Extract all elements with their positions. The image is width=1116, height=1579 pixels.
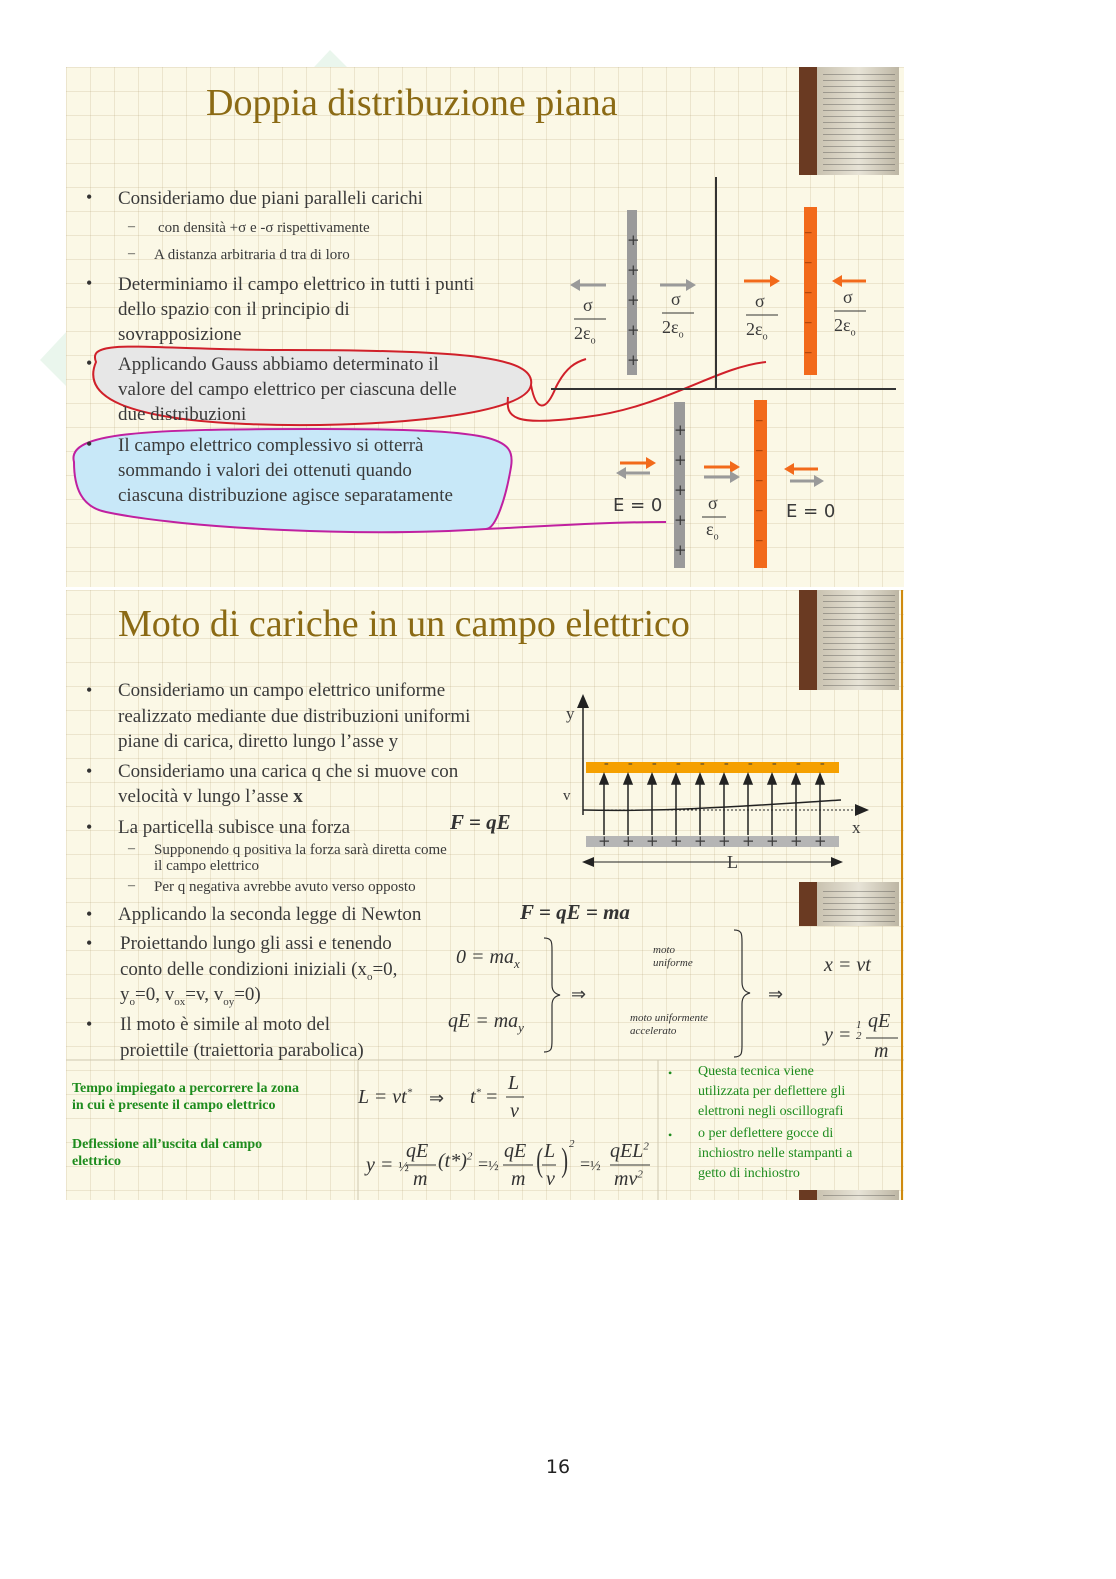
green-note-deflection: Deflessione all’uscita dal campo elettrico bbox=[72, 1137, 263, 1169]
qEL2-numerator: qEL$^2$ bbox=[610, 1140, 649, 1162]
bullet-text: Il moto è simile al moto del bbox=[120, 1014, 331, 1035]
bullet-text: Determiniamo il campo elettrico in tutti i punti bbox=[118, 274, 475, 295]
length-label: L bbox=[727, 852, 738, 872]
bullet-text: valore del campo elettrico per ciascuna delle bbox=[118, 379, 457, 400]
bullet-dot: • bbox=[86, 680, 93, 700]
implies-arrow: ⇒ bbox=[571, 984, 587, 1004]
dash-mark: – bbox=[128, 246, 135, 261]
slide-moto-cariche: Moto di cariche in un campo elettrico y v x - - - - - - - - - - + + + + + + + + + + L • Consideriamo un campo elettrico uniforme realizzato mediante due distribuzioni uniformi piane di carica, diretto lungo l’asse y • Consideriamo una carica q che si muove con velocità v lungo l’asse x • La particella subisce una forza F = qE – Supponendo q positiva la forza sarà diretta come il campo elettrico – Per q negativa avrebbe avuto verso opposto • Applicando la seconda legge di Newton F = qE = ma • Proiettando lungo gli assi e tenendo conto delle condizioni iniziali ($x_o=0$, $y_o=0$, $v_{ox}=v$, $v_{oy}=0$) • Il moto è simile al moto del proiettile (traiettoria parabolica) $0 = ma_x$ qE = $ma_y$ ⇒ moto uniforme moto uniformente accelerato ⇒ x = vt y = 1 2 qE m Tempo impiegato a percorrere la zona in cui è presente il campo elettrico Deflessione all’uscita dal campo elettrico L = vt* ⇒ t* = L v y = ½ qE m $(t*)^2$ =½ qE m ( L v ) 2 =½ qEL$^2$ $mv^2$ • Questa tecnica viene utilizzata per deflettere gli elettroni negli oscillografi • o per deflettere gocce di inchiostro nelle stampanti a getto di inchiostro bbox=[66, 590, 904, 1200]
equation-y: qE = $ma_y$ bbox=[448, 1010, 524, 1035]
v-denominator: v bbox=[546, 1168, 555, 1190]
force-equation: F = qE bbox=[450, 810, 511, 834]
bullet-text: Applicando la seconda legge di Newton bbox=[118, 904, 422, 925]
bullet-text: Consideriamo due piani paralleli carichi bbox=[118, 188, 423, 209]
page-number: 16 bbox=[545, 1456, 571, 1478]
slide-doppia-distribuzione bbox=[66, 67, 904, 587]
motion-label-uniform: moto uniforme bbox=[653, 944, 693, 969]
equals: =½ bbox=[478, 1154, 499, 1174]
bullet-text: due distribuzioni bbox=[118, 404, 247, 425]
m-denominator: m bbox=[413, 1168, 428, 1190]
mv2-denominator: $mv^2$ bbox=[614, 1168, 643, 1190]
bullet-text: ciascuna distribuzione agisce separatamente bbox=[118, 485, 453, 506]
implies-arrow: ⇒ bbox=[768, 984, 784, 1004]
slide-title: Moto di cariche in un campo elettrico bbox=[118, 603, 690, 645]
bullet-dot: • bbox=[86, 761, 93, 781]
bullet-text: proiettile (traiettoria parabolica) bbox=[120, 1040, 364, 1061]
bullet-dot: • bbox=[86, 904, 93, 924]
bullet-text: sommando i valori dei ottenuti quando bbox=[118, 460, 412, 481]
bullet-text: Consideriamo un campo elettrico uniforme bbox=[118, 680, 446, 701]
plate-plus-signs: + + + + + bbox=[674, 421, 687, 559]
plate-plus-signs: + + + + + bbox=[627, 231, 640, 369]
sub-bullet-text: il campo elettrico bbox=[154, 858, 259, 874]
newton-equation: F = qE = ma bbox=[520, 900, 630, 924]
x-axis-label: x bbox=[852, 818, 861, 837]
sub-bullet-text: A distanza arbitraria d tra di loro bbox=[154, 247, 350, 263]
bullet-dot: • bbox=[86, 817, 93, 837]
bullet-text: sovrapposizione bbox=[118, 324, 242, 345]
epsilon-label: $\varepsilon_o$ bbox=[706, 519, 719, 543]
qE-numerator: qE bbox=[406, 1140, 429, 1162]
time-equation: L = vt* bbox=[358, 1086, 413, 1108]
side-note-oscillographs: Questa tecnica viene utilizzata per deflettere gli elettroni negli oscillografi bbox=[698, 1064, 846, 1119]
plate-minus-signs: – – – – – bbox=[805, 224, 812, 359]
t-star: t* = bbox=[470, 1086, 498, 1108]
bullet-text: Applicando Gauss abbiamo determinato il bbox=[118, 354, 439, 375]
bullet-dot: • bbox=[86, 434, 93, 454]
bullet-dot: • bbox=[668, 1066, 673, 1080]
denominator-label: $2\varepsilon_o$ bbox=[746, 319, 768, 343]
sigma-label: σ bbox=[671, 289, 681, 309]
dash-mark: – bbox=[128, 219, 135, 234]
qE-numerator: qE bbox=[868, 1010, 891, 1032]
implies-arrow: ⇒ bbox=[429, 1088, 445, 1108]
sub-bullet-text: Per q negativa avrebbe avuto verso opposto bbox=[154, 879, 416, 895]
bullet-text: piane di carica, diretto lungo l’asse y bbox=[118, 731, 399, 752]
m-denominator: m bbox=[874, 1040, 889, 1062]
bullet-text: Il campo elettrico complessivo si otterrà bbox=[118, 435, 424, 456]
bullet-text: velocità v lungo l’asse x bbox=[118, 786, 303, 807]
sigma-label: σ bbox=[755, 291, 765, 311]
qE-numerator: qE bbox=[504, 1140, 527, 1162]
sigma-label: σ bbox=[583, 295, 593, 315]
bullet-dot: • bbox=[86, 273, 93, 293]
bullet-dot: • bbox=[86, 933, 93, 953]
v-denominator: v bbox=[510, 1100, 519, 1122]
slide-title: Doppia distribuzione piana bbox=[206, 82, 618, 124]
denominator-label: $2\varepsilon_o$ bbox=[574, 323, 596, 347]
result-y: y = bbox=[824, 1024, 852, 1046]
bullet-text: realizzato mediante due distribuzioni uniformi bbox=[118, 706, 471, 727]
bullet-text: Proiettando lungo gli assi e tenendo bbox=[120, 933, 392, 954]
L-numerator: L bbox=[508, 1072, 520, 1094]
bullet-text: $y_o=0$, $v_{ox}=v$, $v_{oy}=0$) bbox=[120, 984, 261, 1008]
y-axis-label: y bbox=[566, 704, 575, 723]
half-fraction: 1 2 bbox=[856, 1019, 862, 1042]
e-zero-label-left: E = 0 bbox=[613, 495, 663, 516]
square-exponent: 2 bbox=[569, 1138, 575, 1150]
motion-label-accelerated: moto uniformente accelerato bbox=[630, 1012, 708, 1037]
paren-open: ( bbox=[536, 1142, 544, 1179]
sigma-label: σ bbox=[708, 493, 718, 513]
denominator-label: $2\varepsilon_o$ bbox=[834, 315, 856, 339]
v-label: v bbox=[563, 788, 571, 804]
sub-bullet-text: con densità +σ e -σ rispettivamente bbox=[158, 220, 370, 236]
bullet-dot: • bbox=[86, 353, 93, 373]
e-zero-label-right: E = 0 bbox=[786, 501, 836, 522]
plate-minus-signs: – – – – – bbox=[756, 412, 763, 547]
equals: =½ bbox=[580, 1154, 601, 1174]
sub-bullet-text: Supponendo q positiva la forza sarà diretta come bbox=[154, 842, 447, 858]
bullet-text: Consideriamo una carica q che si muove con bbox=[118, 761, 459, 782]
L-numerator: L bbox=[544, 1140, 556, 1162]
side-note-inkjet: o per deflettere gocce di inchiostro nelle stampanti a getto di inchiostro bbox=[698, 1126, 853, 1181]
dash-mark: – bbox=[128, 841, 135, 856]
bullet-dot: • bbox=[86, 187, 93, 207]
bullet-text: dello spazio con il principio di bbox=[118, 299, 350, 320]
m-denominator: m bbox=[511, 1168, 526, 1190]
bullet-dot: • bbox=[668, 1128, 673, 1142]
field-arrows bbox=[600, 774, 824, 835]
sigma-label: σ bbox=[843, 287, 853, 307]
paren-close: ) bbox=[561, 1142, 569, 1179]
bullet-text: La particella subisce una forza bbox=[118, 817, 351, 838]
dash-mark: – bbox=[128, 878, 135, 893]
equation-x: $0 = ma_x$ bbox=[456, 946, 520, 971]
bullet-dot: • bbox=[86, 1014, 93, 1034]
deflection-y: y = ½ bbox=[366, 1154, 409, 1176]
green-note-time: Tempo impiegato a percorrere la zona in cui è presente il campo elettrico bbox=[72, 1081, 299, 1113]
denominator-label: $2\varepsilon_o$ bbox=[662, 317, 684, 341]
bullet-text: conto delle condizioni iniziali ($x_o=0$, bbox=[120, 959, 398, 983]
t-star-squared: $(t*)^2$ bbox=[438, 1150, 473, 1172]
result-x: x = vt bbox=[824, 954, 871, 976]
